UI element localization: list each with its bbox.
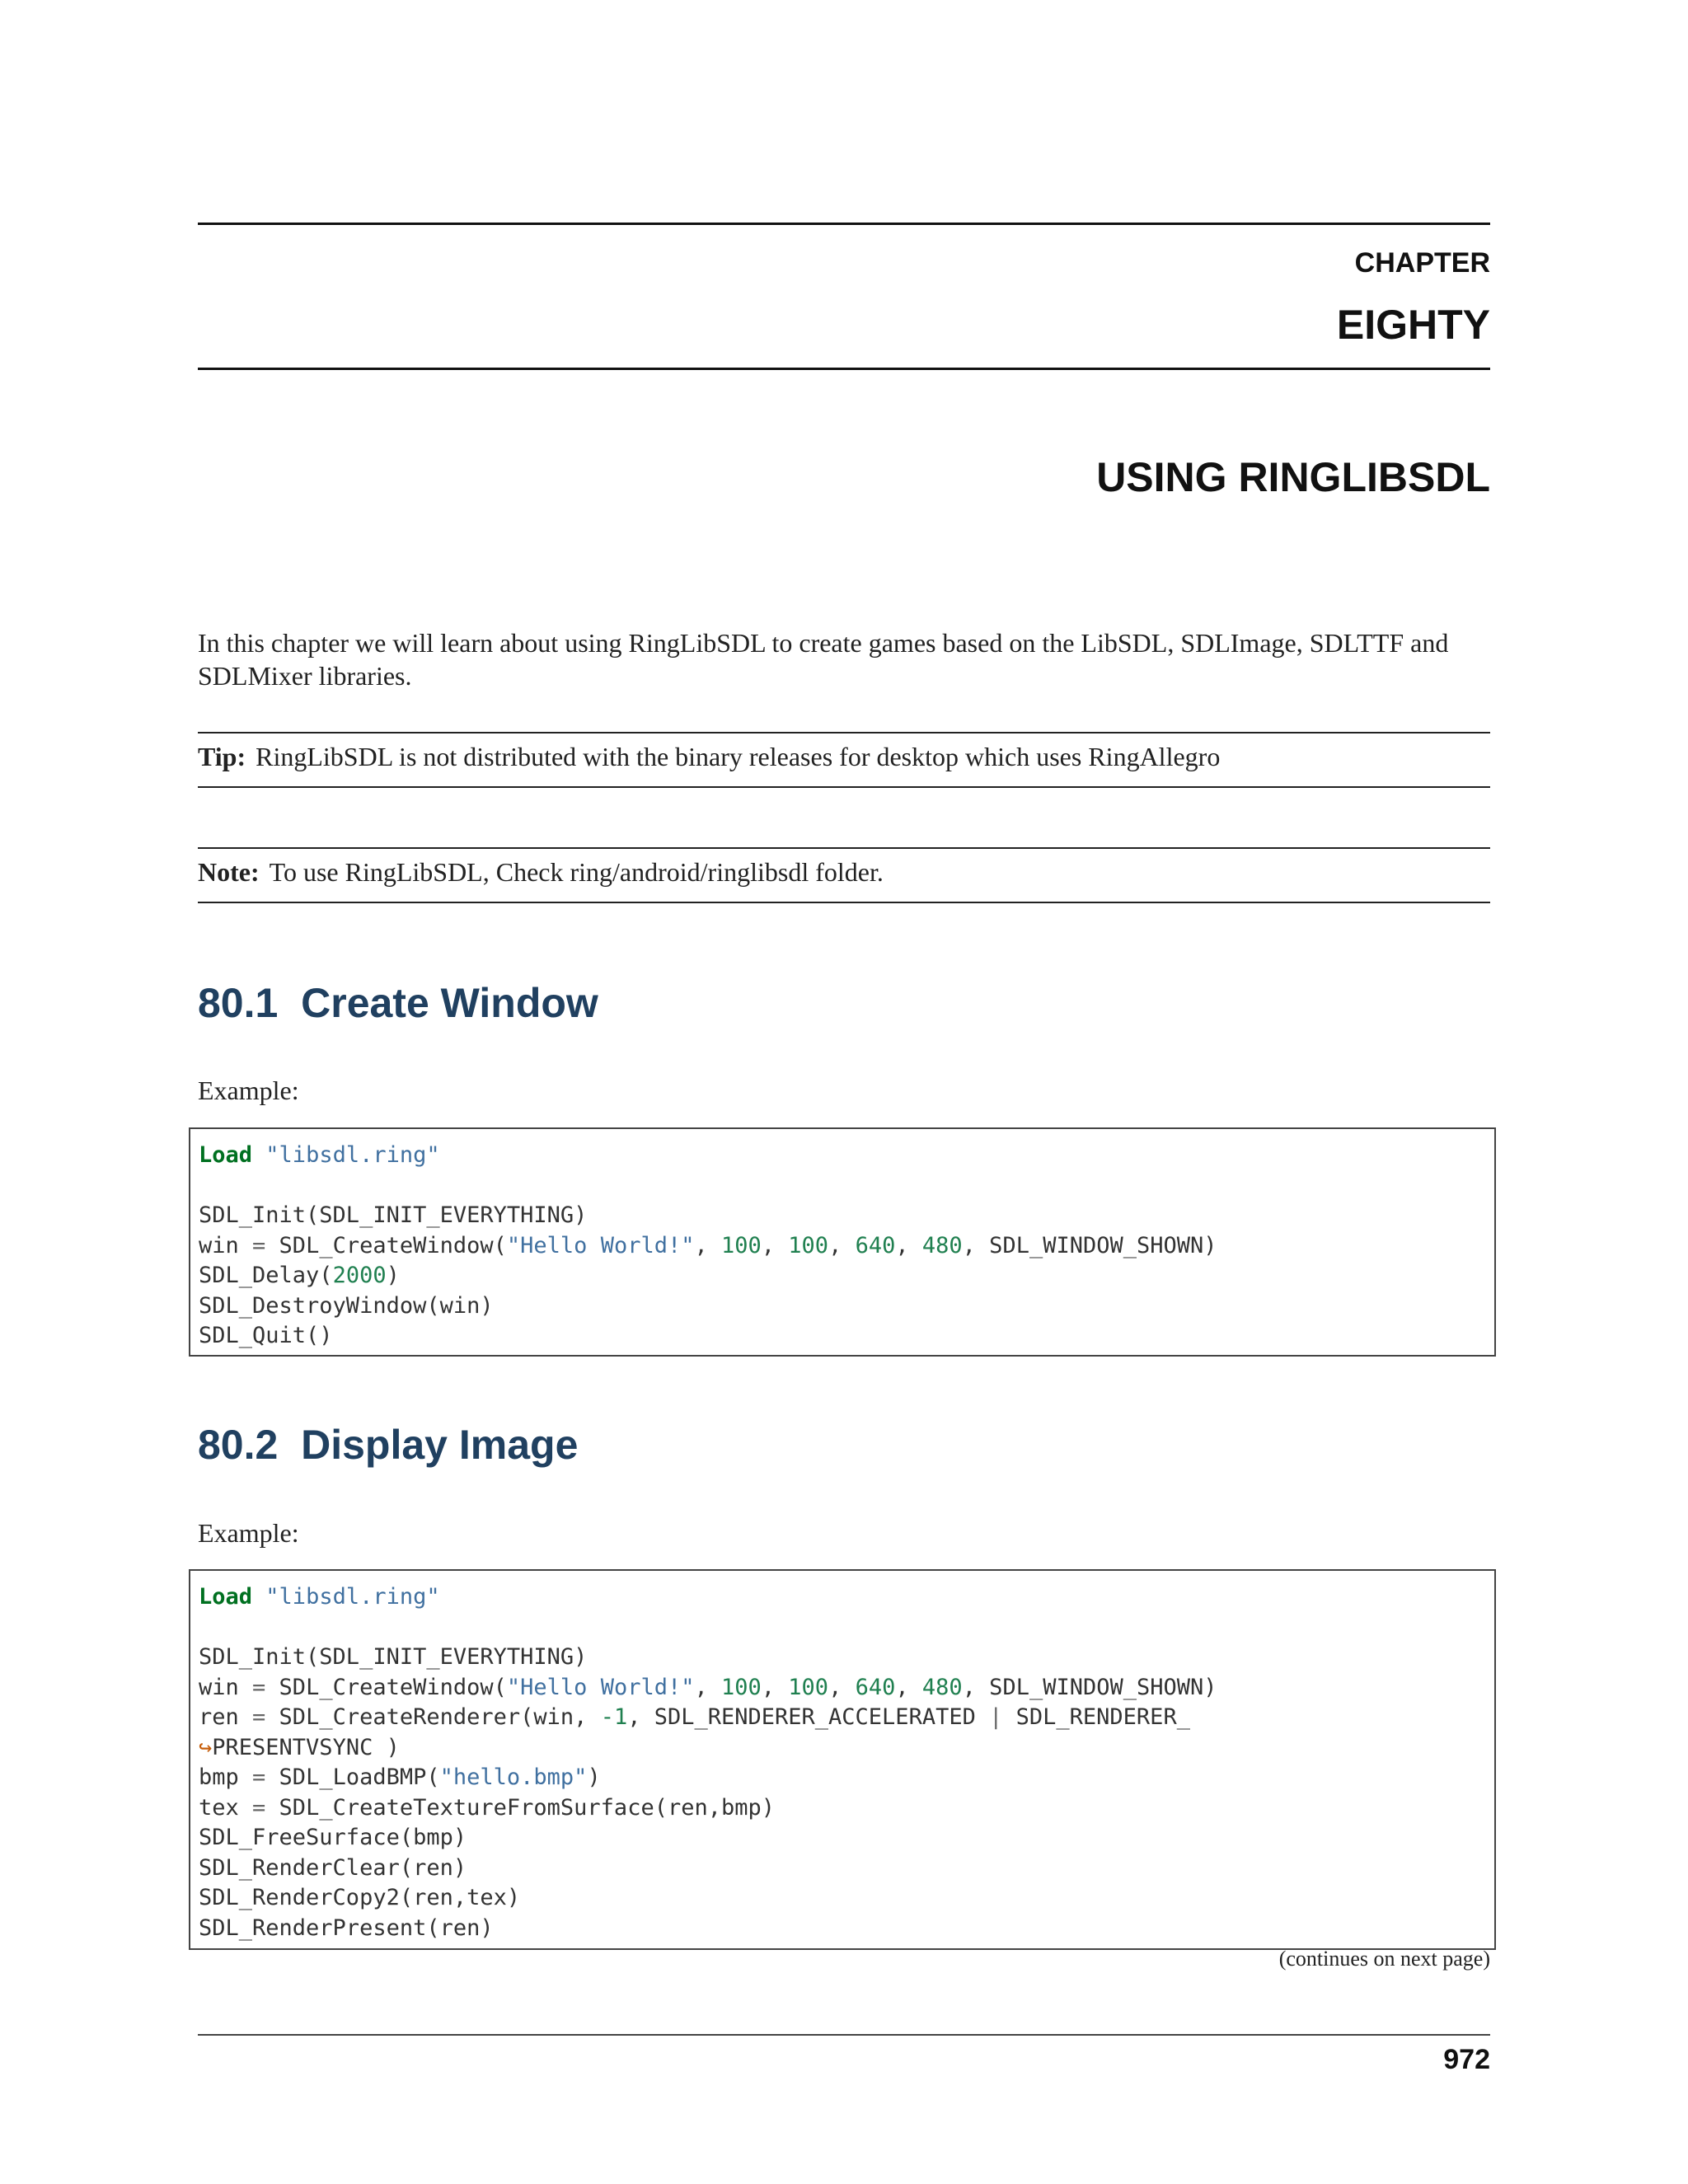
- code-token: tex: [199, 1794, 253, 1821]
- code-line: [199, 1914, 1494, 1944]
- note-bottom-rule: [198, 902, 1490, 903]
- code-token: 480: [921, 1232, 963, 1258]
- code-token: |: [989, 1704, 1003, 1730]
- code-token: 640: [855, 1232, 896, 1258]
- code-token: ,: [895, 1674, 922, 1700]
- code-token: =: [252, 1765, 266, 1790]
- code-token: =: [252, 1674, 266, 1700]
- code-token: , SDL_RENDERER_ACCELERATED: [627, 1704, 990, 1730]
- code-token: "Hello World!": [506, 1674, 695, 1700]
- code-token: 100: [721, 1674, 762, 1700]
- code-token: SDL_RenderCopy2(ren,tex): [199, 1885, 521, 1910]
- code-line: [199, 1883, 1494, 1914]
- code-token: =: [252, 1794, 266, 1821]
- continues-note: (continues on next page): [1278, 1947, 1490, 1971]
- code-token: SDL_RENDERER_: [1002, 1704, 1190, 1730]
- code-token: ,: [761, 1232, 789, 1258]
- code-token: SDL_Quit(): [199, 1323, 333, 1348]
- code-token: ,: [828, 1674, 856, 1700]
- code-line: [199, 1582, 1494, 1613]
- code-token: =: [252, 1704, 266, 1730]
- code-token: ren: [199, 1704, 253, 1730]
- code-token: 480: [921, 1674, 963, 1700]
- code-line: [199, 1261, 1494, 1291]
- code-token: "hello.bmp": [439, 1765, 588, 1790]
- note-label: Note:: [198, 857, 260, 887]
- example-label: Example:: [198, 1518, 299, 1548]
- code-token: ,: [828, 1232, 856, 1258]
- code-token: SDL_RenderPresent(ren): [199, 1915, 494, 1941]
- code-token: SDL_LoadBMP(: [265, 1765, 440, 1790]
- code-line: [199, 1613, 1494, 1643]
- code-token: 100: [721, 1232, 762, 1258]
- code-line: [199, 1733, 1494, 1764]
- code-token: SDL_CreateTextureFromSurface(ren,bmp): [265, 1794, 776, 1821]
- section-number: 80.1: [198, 980, 279, 1026]
- note-admonition: [198, 857, 884, 888]
- code-line: [199, 1291, 1494, 1322]
- note-top-rule: [198, 847, 1490, 849]
- code-line: [199, 1171, 1494, 1202]
- code-line: [199, 1141, 1494, 1171]
- code-token: 100: [788, 1232, 829, 1258]
- code-token: ,: [694, 1232, 721, 1258]
- code-line: [199, 1763, 1494, 1793]
- code-token: ,: [694, 1674, 721, 1700]
- code-token: "Hello World!": [506, 1232, 695, 1258]
- code-token: "libsdl.ring": [265, 1142, 440, 1168]
- section-heading-create-window: [198, 979, 598, 1027]
- code-block-display-image: [189, 1569, 1496, 1950]
- code-token: ,: [895, 1232, 922, 1258]
- footer-rule: [198, 2034, 1490, 2036]
- page-number: 972: [1443, 2044, 1490, 2075]
- code-line: [199, 1231, 1494, 1262]
- code-token: SDL_Init(SDL_INIT_EVERYTHING): [199, 1202, 588, 1228]
- code-token: Load: [199, 1142, 253, 1168]
- code-token: [252, 1584, 265, 1610]
- code-token: SDL_CreateRenderer(win,: [265, 1704, 601, 1730]
- code-token: win: [199, 1674, 253, 1700]
- code-token: ): [386, 1263, 400, 1288]
- code-line: [199, 1703, 1494, 1733]
- code-token: SDL_CreateWindow(: [265, 1232, 507, 1258]
- code-line: [199, 1321, 1494, 1352]
- section-title: Display Image: [301, 1422, 579, 1468]
- code-token: SDL_FreeSurface(bmp): [199, 1825, 467, 1850]
- chapter-bottom-rule: [198, 368, 1490, 370]
- section-title: Create Window: [301, 980, 598, 1026]
- code-token: =: [252, 1232, 266, 1258]
- code-token: , SDL_WINDOW_SHOWN): [962, 1674, 1217, 1700]
- code-line: [199, 1643, 1494, 1673]
- example-label: Example:: [198, 1076, 299, 1105]
- tip-bottom-rule: [198, 786, 1490, 788]
- section-heading-display-image: [198, 1421, 578, 1469]
- code-token: SDL_RenderClear(ren): [199, 1854, 467, 1881]
- code-token: SDL_Delay(: [199, 1263, 333, 1288]
- chapter-top-rule: [198, 223, 1490, 225]
- code-line: [199, 1793, 1494, 1824]
- code-token: "libsdl.ring": [265, 1584, 440, 1610]
- tip-top-rule: [198, 732, 1490, 733]
- code-token: 100: [788, 1674, 829, 1700]
- code-token: PRESENTVSYNC ): [212, 1734, 400, 1760]
- code-line: [199, 1823, 1494, 1854]
- code-token: [252, 1142, 265, 1168]
- intro-paragraph: In this chapter we will learn about using RingLibSDL to create games based on the LibSDL, SDLImage, SDLTTF and SDLMixer libraries.: [198, 628, 1449, 691]
- code-block-create-window: [189, 1127, 1496, 1357]
- tip-label: Tip:: [198, 742, 246, 771]
- code-token: 640: [855, 1674, 896, 1700]
- line-continuation-icon: ↪: [199, 1734, 213, 1760]
- code-line: [199, 1854, 1494, 1884]
- code-token: Load: [199, 1584, 253, 1610]
- code-line: [199, 1673, 1494, 1704]
- code-token: ,: [761, 1674, 789, 1700]
- code-token: SDL_CreateWindow(: [265, 1674, 507, 1700]
- code-token: SDL_DestroyWindow(win): [199, 1292, 494, 1319]
- code-token: ): [587, 1765, 601, 1790]
- code-token: -1: [600, 1704, 628, 1730]
- code-token: , SDL_WINDOW_SHOWN): [962, 1232, 1217, 1258]
- code-line: [199, 1201, 1494, 1231]
- note-text: To use RingLibSDL, Check ring/android/ringlibsdl folder.: [269, 857, 884, 887]
- chapter-label: CHAPTER: [1354, 247, 1490, 279]
- tip-admonition: [198, 742, 1220, 772]
- code-token: 2000: [332, 1263, 387, 1288]
- chapter-number: EIGHTY: [1336, 302, 1490, 348]
- code-token: SDL_Init(SDL_INIT_EVERYTHING): [199, 1644, 588, 1670]
- section-number: 80.2: [198, 1422, 279, 1468]
- code-token: win: [199, 1232, 253, 1258]
- page-title: USING RINGLIBSDL: [1096, 454, 1490, 500]
- code-token: bmp: [199, 1765, 253, 1790]
- tip-text: RingLibSDL is not distributed with the binary releases for desktop which uses RingAllegro: [256, 742, 1221, 771]
